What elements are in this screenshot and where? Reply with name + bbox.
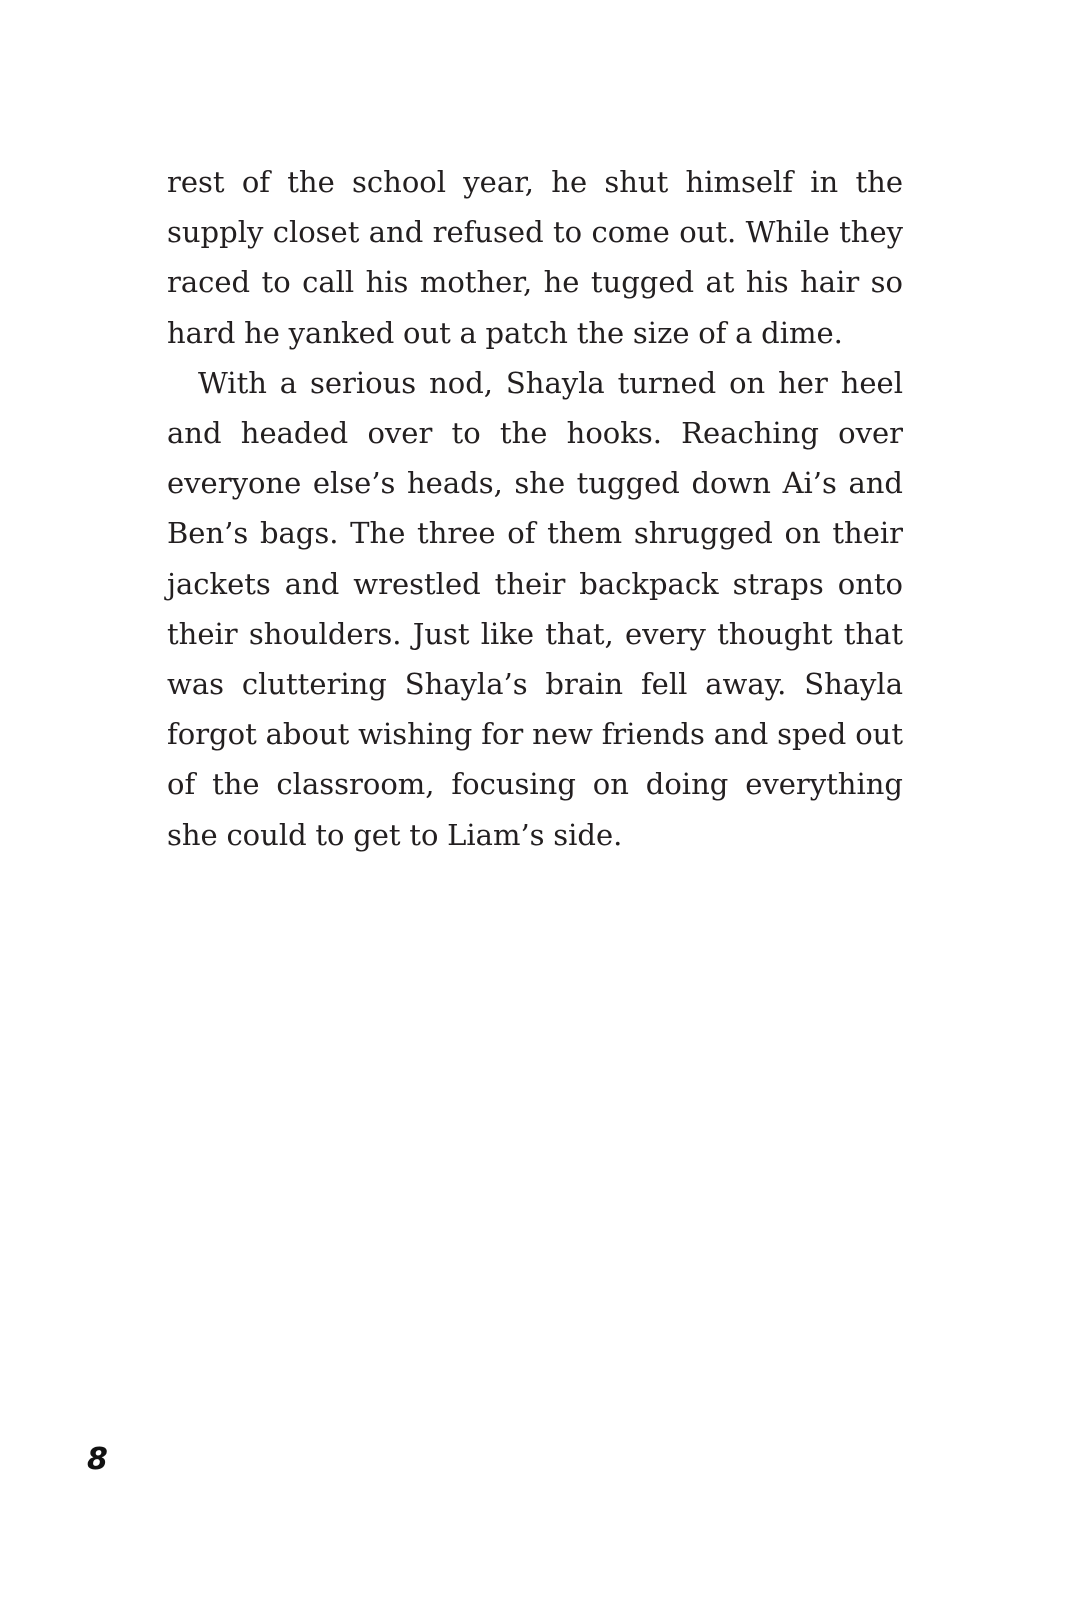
paragraph-continued: rest of the school year, he shut himself in the supply closet and refused to come out. While they raced to call his mother, he tugged at his hair so hard he yanked out a patch the size of a dime. — [167, 165, 903, 350]
paragraph: With a serious nod, Shayla turned on her heel and headed over to the hooks. Reaching over everyone else’s heads, she tugged down Ai’s and Ben’s bags. The three of them shrugged on their jackets and wrestled their backpack straps onto their shoulders. Just like that, every thought that was cluttering Shayla’s brain fell away. Shayla forgot about wishing for new friends and sped out of the classroom, focusing on doing everything she could to get to Liam’s side. — [167, 365, 903, 852]
body-text — [167, 157, 903, 860]
page-number: 8 — [87, 1442, 108, 1477]
